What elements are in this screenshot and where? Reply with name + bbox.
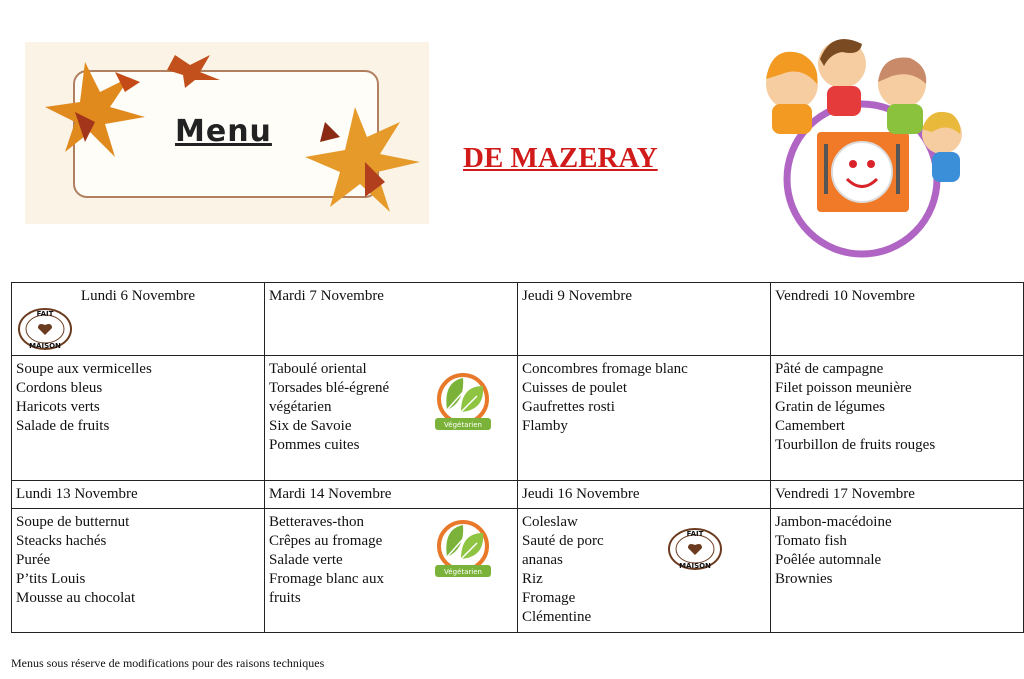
menu-table [11, 282, 1024, 633]
dish-item: Riz [522, 571, 543, 587]
day-label: Jeudi 9 Novembre [522, 288, 632, 304]
vegetarian-badge-text: Végétarien [444, 421, 482, 429]
day-label: Mardi 7 Novembre [269, 288, 384, 304]
footnote: Menus sous réserve de modifications pour des raisons techniques [11, 656, 325, 670]
day-header-cell [12, 283, 265, 356]
fait-maison-badge-icon [16, 307, 74, 351]
dish-item: Concombres fromage blanc [522, 361, 688, 377]
day-label: Jeudi 16 Novembre [522, 486, 640, 502]
dish-item: Taboulé oriental [269, 361, 367, 377]
day-label: Vendredi 10 Novembre [775, 288, 915, 304]
week2-menu-row [12, 509, 1024, 633]
day-label: Lundi 6 Novembre [80, 288, 196, 304]
menu-cell [265, 356, 518, 481]
dish-item: Jambon-macédoine [775, 514, 892, 530]
day-header-cell [12, 481, 265, 509]
dish-item: Soupe de butternut [16, 514, 130, 530]
day-header-cell [518, 283, 771, 356]
dish-item: Betteraves-thon [269, 514, 364, 530]
dish-item: Gaufrettes rosti [522, 399, 615, 415]
fait-maison-bottom-text: MAISON [29, 342, 61, 350]
day-header-cell [771, 481, 1024, 509]
children-plate-illustration [732, 24, 982, 264]
dish-item: P’tits Louis [16, 571, 86, 587]
dish-item: Brownies [775, 571, 833, 587]
dish-item: Pâté de campagne [775, 361, 884, 377]
dish-item: Sauté de porc [522, 533, 604, 549]
menu-cell [771, 509, 1024, 633]
autumn-leaves-icon [45, 52, 155, 172]
dish-item: Steacks hachés [16, 533, 107, 549]
fait-maison-badge-icon [666, 527, 724, 571]
page-title: DE MAZERAY [463, 142, 658, 174]
dish-item: Haricots verts [16, 399, 100, 415]
vegetarian-badge-icon [433, 519, 493, 581]
dish-item: Coleslaw [522, 514, 578, 530]
dish-item: Filet poisson meunière [775, 380, 912, 396]
fait-maison-top-text: FAIT [36, 310, 54, 318]
dish-item: Poêlée automnale [775, 552, 882, 568]
vegetarian-badge-text: Végétarien [444, 568, 482, 576]
day-label: Vendredi 17 Novembre [775, 486, 915, 502]
dish-item: Salade de fruits [16, 418, 110, 434]
week2-day-row [12, 481, 1024, 509]
menu-cell [12, 509, 265, 633]
dish-item: Pommes cuites [269, 437, 360, 453]
dish-item: Tomato fish [775, 533, 847, 549]
small-leaf-icon [165, 50, 225, 90]
fait-maison-top-text: FAIT [686, 530, 704, 538]
dish-item: Gratin de légumes [775, 399, 885, 415]
dish-item: Cordons bleus [16, 380, 103, 396]
dish-item: Salade verte [269, 552, 343, 568]
dish-item: fruits [269, 590, 301, 606]
day-label: Mardi 14 Novembre [269, 486, 392, 502]
fait-maison-bottom-text: MAISON [679, 562, 711, 570]
menu-cell [265, 509, 518, 633]
day-header-cell [265, 283, 518, 356]
menu-banner-text: Menu [175, 114, 272, 149]
day-header-cell [518, 481, 771, 509]
menu-cell [771, 356, 1024, 481]
dish-item: végétarien [269, 399, 332, 415]
dish-item: ananas [522, 552, 563, 568]
dish-item: Flamby [522, 418, 568, 434]
day-label: Lundi 13 Novembre [16, 486, 138, 502]
menu-cell [518, 509, 771, 633]
dish-item: Cuisses de poulet [522, 380, 627, 396]
dish-item: Crêpes au fromage [269, 533, 383, 549]
dish-item: Fromage blanc aux [269, 571, 384, 587]
dish-item: Camembert [775, 418, 845, 434]
menu-cell [12, 356, 265, 481]
week1-day-row [12, 283, 1024, 356]
day-header-cell [265, 481, 518, 509]
dish-item: Six de Savoie [269, 418, 352, 434]
week1-menu-row [12, 356, 1024, 481]
dish-item: Torsades blé-égrené [269, 380, 390, 396]
autumn-leaves-icon [305, 102, 425, 222]
dish-item: Soupe aux vermicelles [16, 361, 152, 377]
dish-item: Mousse au chocolat [16, 590, 136, 606]
dish-item: Fromage [522, 590, 576, 606]
dish-item: Clémentine [522, 609, 592, 625]
dish-item: Purée [16, 552, 51, 568]
dish-item: Tourbillon de fruits rouges [775, 437, 936, 453]
menu-cell [518, 356, 771, 481]
menu-banner [25, 42, 429, 224]
day-header-cell [771, 283, 1024, 356]
vegetarian-badge-icon [433, 372, 493, 434]
